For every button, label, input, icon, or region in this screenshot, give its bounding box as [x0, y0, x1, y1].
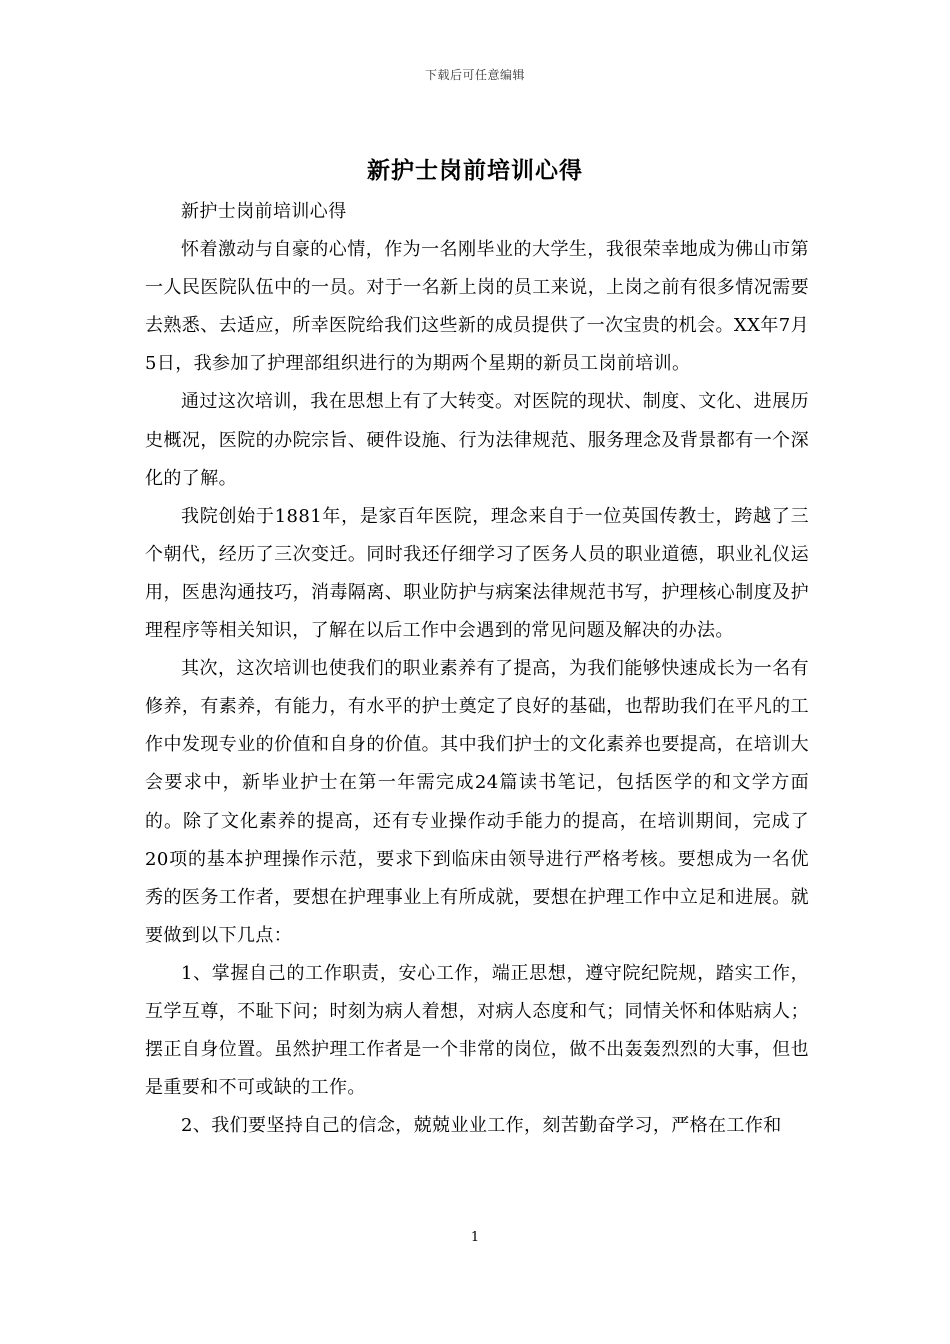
document-title: 新护士岗前培训心得: [367, 157, 583, 184]
paragraph: 1、掌握自己的工作职责，安心工作，端正思想，遵守院纪院规，踏实工作，互学互尊，不耻下问；时刻为病人着想，对病人态度和气；同情关怀和体贴病人；摆正自身位置。虽然护理工作者是一个非常的岗位，做不出轰轰烈烈的大事，但也是重要和不可或缺的工作。: [145, 962, 809, 1099]
paragraph: 通过这次培训，我在思想上有了大转变。对医院的现状、制度、文化、进展历史概况，医院的办院宗旨、硬件设施、行为法律规范、服务理念及背景都有一个深化的了解。: [145, 391, 809, 489]
paragraph: 其次，这次培训也使我们的职业素养有了提高，为我们能够快速成长为一名有修养，有素养，有能力，有水平的护士奠定了良好的基础，也帮助我们在平凡的工作中发现专业的价值和自身的价值。其中我们护士的文化素养也要提高，在培训大会要求中，新毕业护士在第一年需完成24篇读书笔记，包括医学的和文学方面的。除了文化素养的提高，还有专业操作动手能力的提高，在培训期间，完成了20项的基本护理操作示范，要求下到临床由领导进行严格考核。要想成为一名优秀的医务工作者，要想在护理事业上有所成就，要想在护理工作中立足和进展。就要做到以下几点：: [145, 658, 809, 946]
page-number: 1: [470, 1230, 480, 1245]
paragraph-subtitle: 新护士岗前培训心得: [181, 201, 347, 222]
paragraph: 2、我们要坚持自己的信念，兢兢业业工作，刻苦勤奋学习，严格在工作和: [181, 1115, 782, 1137]
paragraph: 我院创始于1881年，是家百年医院，理念来自于一位英国传教士，跨越了三个朝代，经历了三次变迁。同时我还仔细学习了医务人员的职业道德，职业礼仪运用，医患沟通技巧，消毒隔离、职业防护与病案法律规范书写，护理核心制度及护理程序等相关知识，了解在以后工作中会遇到的常见问题及解决的办法。: [145, 505, 809, 642]
page-header-note: 下载后可任意编辑: [424, 68, 525, 82]
document-body: [145, 193, 809, 1145]
paragraph: 怀着激动与自豪的心情，作为一名刚毕业的大学生，我很荣幸地成为佛山市第一人民医院队伍中的一员。对于一名新上岗的员工来说，上岗之前有很多情况需要去熟悉、去适应，所幸医院给我们这些新的成员提供了一次宝贵的机会。XX年7月5日，我参加了护理部组织进行的为期两个星期的新员工岗前培训。: [145, 239, 809, 375]
